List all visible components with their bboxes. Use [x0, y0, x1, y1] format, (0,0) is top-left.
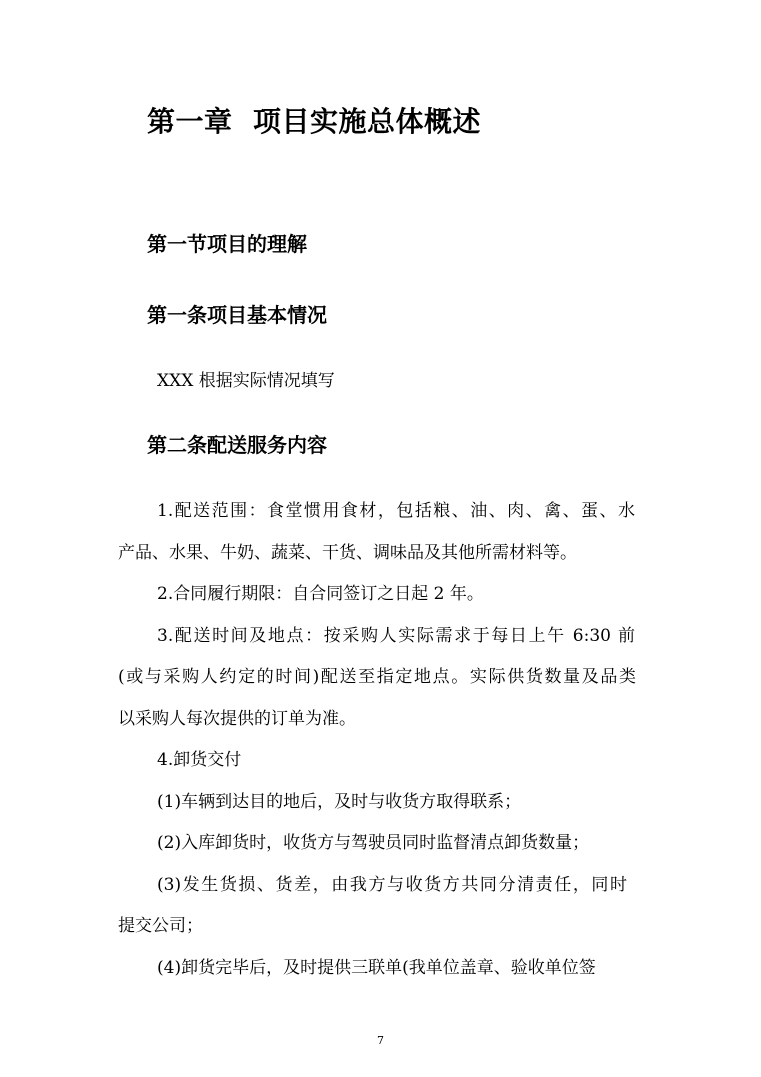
body-line: (2)入库卸货时，收货方与驾驶员同时监督清点卸货数量；: [157, 833, 590, 853]
section-heading: 第一节项目的理解: [147, 232, 307, 256]
article-heading-2: 第二条配送服务内容: [147, 433, 327, 457]
article-1-body: XXX 根据实际情况填写: [157, 371, 335, 391]
body-line: 产品、水果、牛奶、蔬菜、干货、调味品及其他所需材料等。: [118, 543, 577, 563]
body-line: 2.合同履行期限：自合同签订之日起 2 年。: [157, 584, 484, 604]
body-line: (1)车辆到达目的地后，及时与收货方取得联系；: [157, 792, 522, 812]
body-line: 3.配送时间及地点：按采购人实际需求于每日上午 6:30 前: [157, 626, 635, 646]
body-line: (或与采购人约定的时间)配送至指定地点。实际供货数量及品类: [118, 667, 636, 687]
body-line: (4)卸货完毕后，及时提供三联单(我单位盖章、验收单位签: [157, 958, 596, 978]
article-heading-1: 第一条项目基本情况: [147, 303, 327, 327]
body-line: 4.卸货交付: [157, 750, 242, 770]
page-number: 7: [377, 1034, 384, 1047]
body-line: (3)发生货损、货差，由我方与收货方共同分清责任，同时: [157, 875, 627, 895]
chapter-title: 第一章 项目实施总体概述: [147, 105, 481, 138]
body-line: 提交公司；: [118, 916, 203, 936]
body-line: 以采购人每次提供的订单为准。: [118, 709, 356, 729]
body-line: 1.配送范围：食堂惯用食材，包括粮、油、肉、禽、蛋、水: [157, 501, 635, 521]
